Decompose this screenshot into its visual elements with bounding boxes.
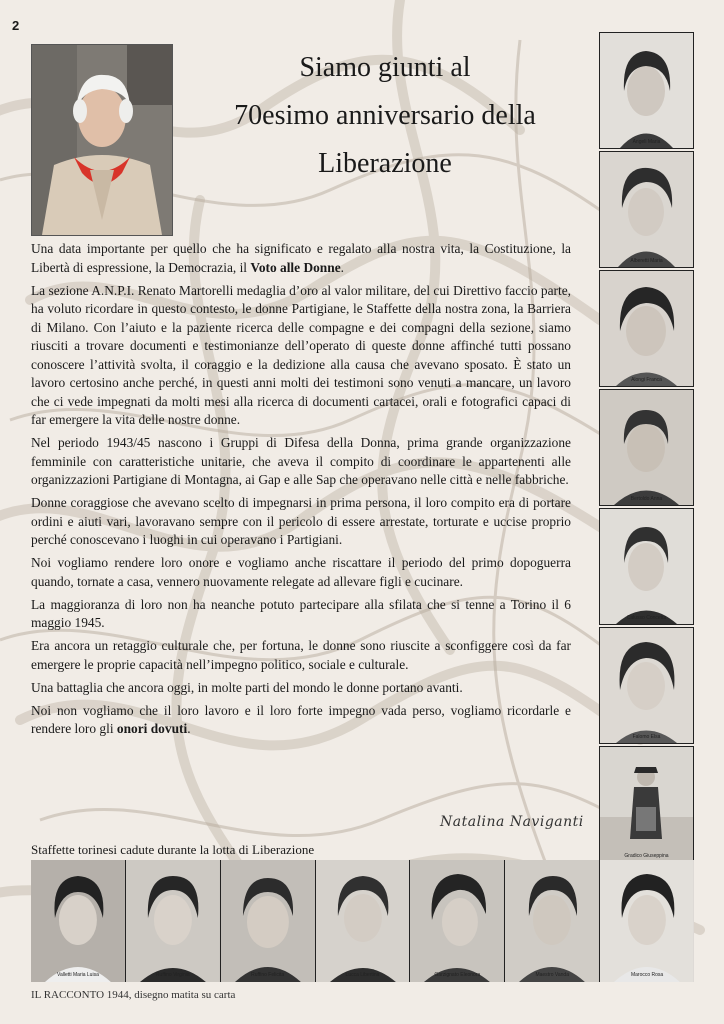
paragraph: Era ancora un retaggio culturale che, per fortuna, le donne sono riuscite a sconfiggere così da far emergere le proprie capacità nell’impegno politico, sociale e culturale. xyxy=(31,638,571,672)
side-photo-column xyxy=(599,32,694,865)
paragraph: Una battaglia che ancora oggi, in molte parti del mondo le donne portano avanti. xyxy=(31,679,463,695)
bottom-photo-row xyxy=(31,860,694,982)
bottom-photo xyxy=(221,860,315,982)
photo-caption: Angeli Maria xyxy=(632,139,661,145)
bottom-photo xyxy=(600,860,694,982)
photo-caption: Alberetti Maria xyxy=(630,258,663,264)
photo-caption: Alongi Franca xyxy=(631,377,662,383)
page-title xyxy=(190,44,580,188)
side-photo xyxy=(599,270,694,387)
photo-caption: Lucca Libertina xyxy=(345,972,380,978)
portrait-photo xyxy=(31,44,173,236)
side-photo xyxy=(599,32,694,149)
article-body xyxy=(31,240,571,743)
paragraph: Noi non vogliamo che il loro lavoro e il loro forte impegno vada perso, vogliamo ricordarle e rendere loro gli onori dovuti. xyxy=(31,702,571,736)
photo-caption: Calusso Concetta xyxy=(626,615,667,621)
paragraph: Donne coraggiose che avevano scelto di impegnarsi in prima persona, il loro compito era di portare ordini e aiuti vari, lavoravano sempre con il pericolo di essere arrestate, torturate e uccise proprio perché conoscevano i luoghi in cui operavano i Partigiani. xyxy=(31,495,571,547)
side-photo xyxy=(599,627,694,744)
paragraph: Noi vogliamo rendere loro onore e vogliamo anche riscattare il periodo del primo dopoguerra quando, tornate a casa, vennero nuovamente relegate ad allevare figli e cucinare. xyxy=(31,555,571,589)
bottom-photo xyxy=(126,860,220,982)
photo-caption: Gradico Giuseppina xyxy=(624,853,669,859)
side-photo xyxy=(599,508,694,625)
paragraph: Una data importante per quello che ha significato e regalato alla nostra vita, la Costituzione, la Libertà di espressione, la Democrazia, il Voto alle Donne. xyxy=(31,241,571,275)
side-photo xyxy=(599,746,694,863)
title-line: 70esimo anniversario della xyxy=(234,100,536,131)
photo-caption: Valletti Maria Luisa xyxy=(56,972,99,978)
page-number: 2 xyxy=(12,18,20,33)
paragraph: Nel periodo 1943/45 nascono i Gruppi di Difesa della Donna, prima grande organizzazione femminile con caratteristiche unitarie, che aveva il compito di coordinare le appartenenti alle organizzazioni Partigiane di Montagna, ai Gap e alle Sap che operavano nelle città e nelle fabbriche. xyxy=(31,435,571,487)
photo-caption: Ruffino Felicita xyxy=(251,972,285,978)
photo-caption: Marocco Rosa xyxy=(630,972,664,978)
bottom-photo xyxy=(316,860,410,982)
bottom-photo xyxy=(505,860,599,982)
footer-note: IL RACCONTO 1944, disegno matita su carta xyxy=(31,989,236,1001)
photo-caption: Bertoldo Anna xyxy=(630,496,663,502)
bottom-photo xyxy=(31,860,125,982)
photo-caption: Ruffino Virginia xyxy=(155,972,190,978)
photo-caption: Falomo Elsa xyxy=(632,734,661,740)
paragraph: La maggioranza di loro non ha neanche potuto partecipare alla sfilata che si tenne a Torino il 6 maggio 1945. xyxy=(31,596,571,630)
signature: Natalina Naviganti xyxy=(440,814,584,830)
paragraph: La sezione A.N.P.I. Renato Martorelli medaglia d’oro al valor militare, del cui Direttivo faccio parte, ha voluto ricordare in questo contesto, le donne Partigiane, le Staffette della nostra zona, la Barriera di Milano. Con l’aiuto e la paziente ricerca delle compagne e dei compagni della sezione, siamo riusciti a trovare documenti e testimonianze dell’operato di queste donne affinché tutti possano conoscere l’attività svolta, il coraggio e la dedizione alla causa che avevano sposato. È stato un lavoro certosino anche perché, in questi anni molti dei testimoni sono venuti a mancare, un lavoro che ci vede impegnati da molti mesi alla ricerca di documenti cartacei, orali e fotografici capaci di far emergere la vita delle nostre donne. xyxy=(31,282,571,427)
side-photo xyxy=(599,389,694,506)
bottom-caption: Staffette torinesi cadute durante la lotta di Liberazione xyxy=(31,842,315,857)
photo-caption: Garzignato Eleonora xyxy=(434,972,481,978)
title-line: Liberazione xyxy=(318,148,452,179)
photo-caption: Maestro Vanda xyxy=(535,972,569,978)
title-line: Siamo giunti al xyxy=(299,52,471,83)
side-photo xyxy=(599,151,694,268)
bottom-photo xyxy=(410,860,504,982)
